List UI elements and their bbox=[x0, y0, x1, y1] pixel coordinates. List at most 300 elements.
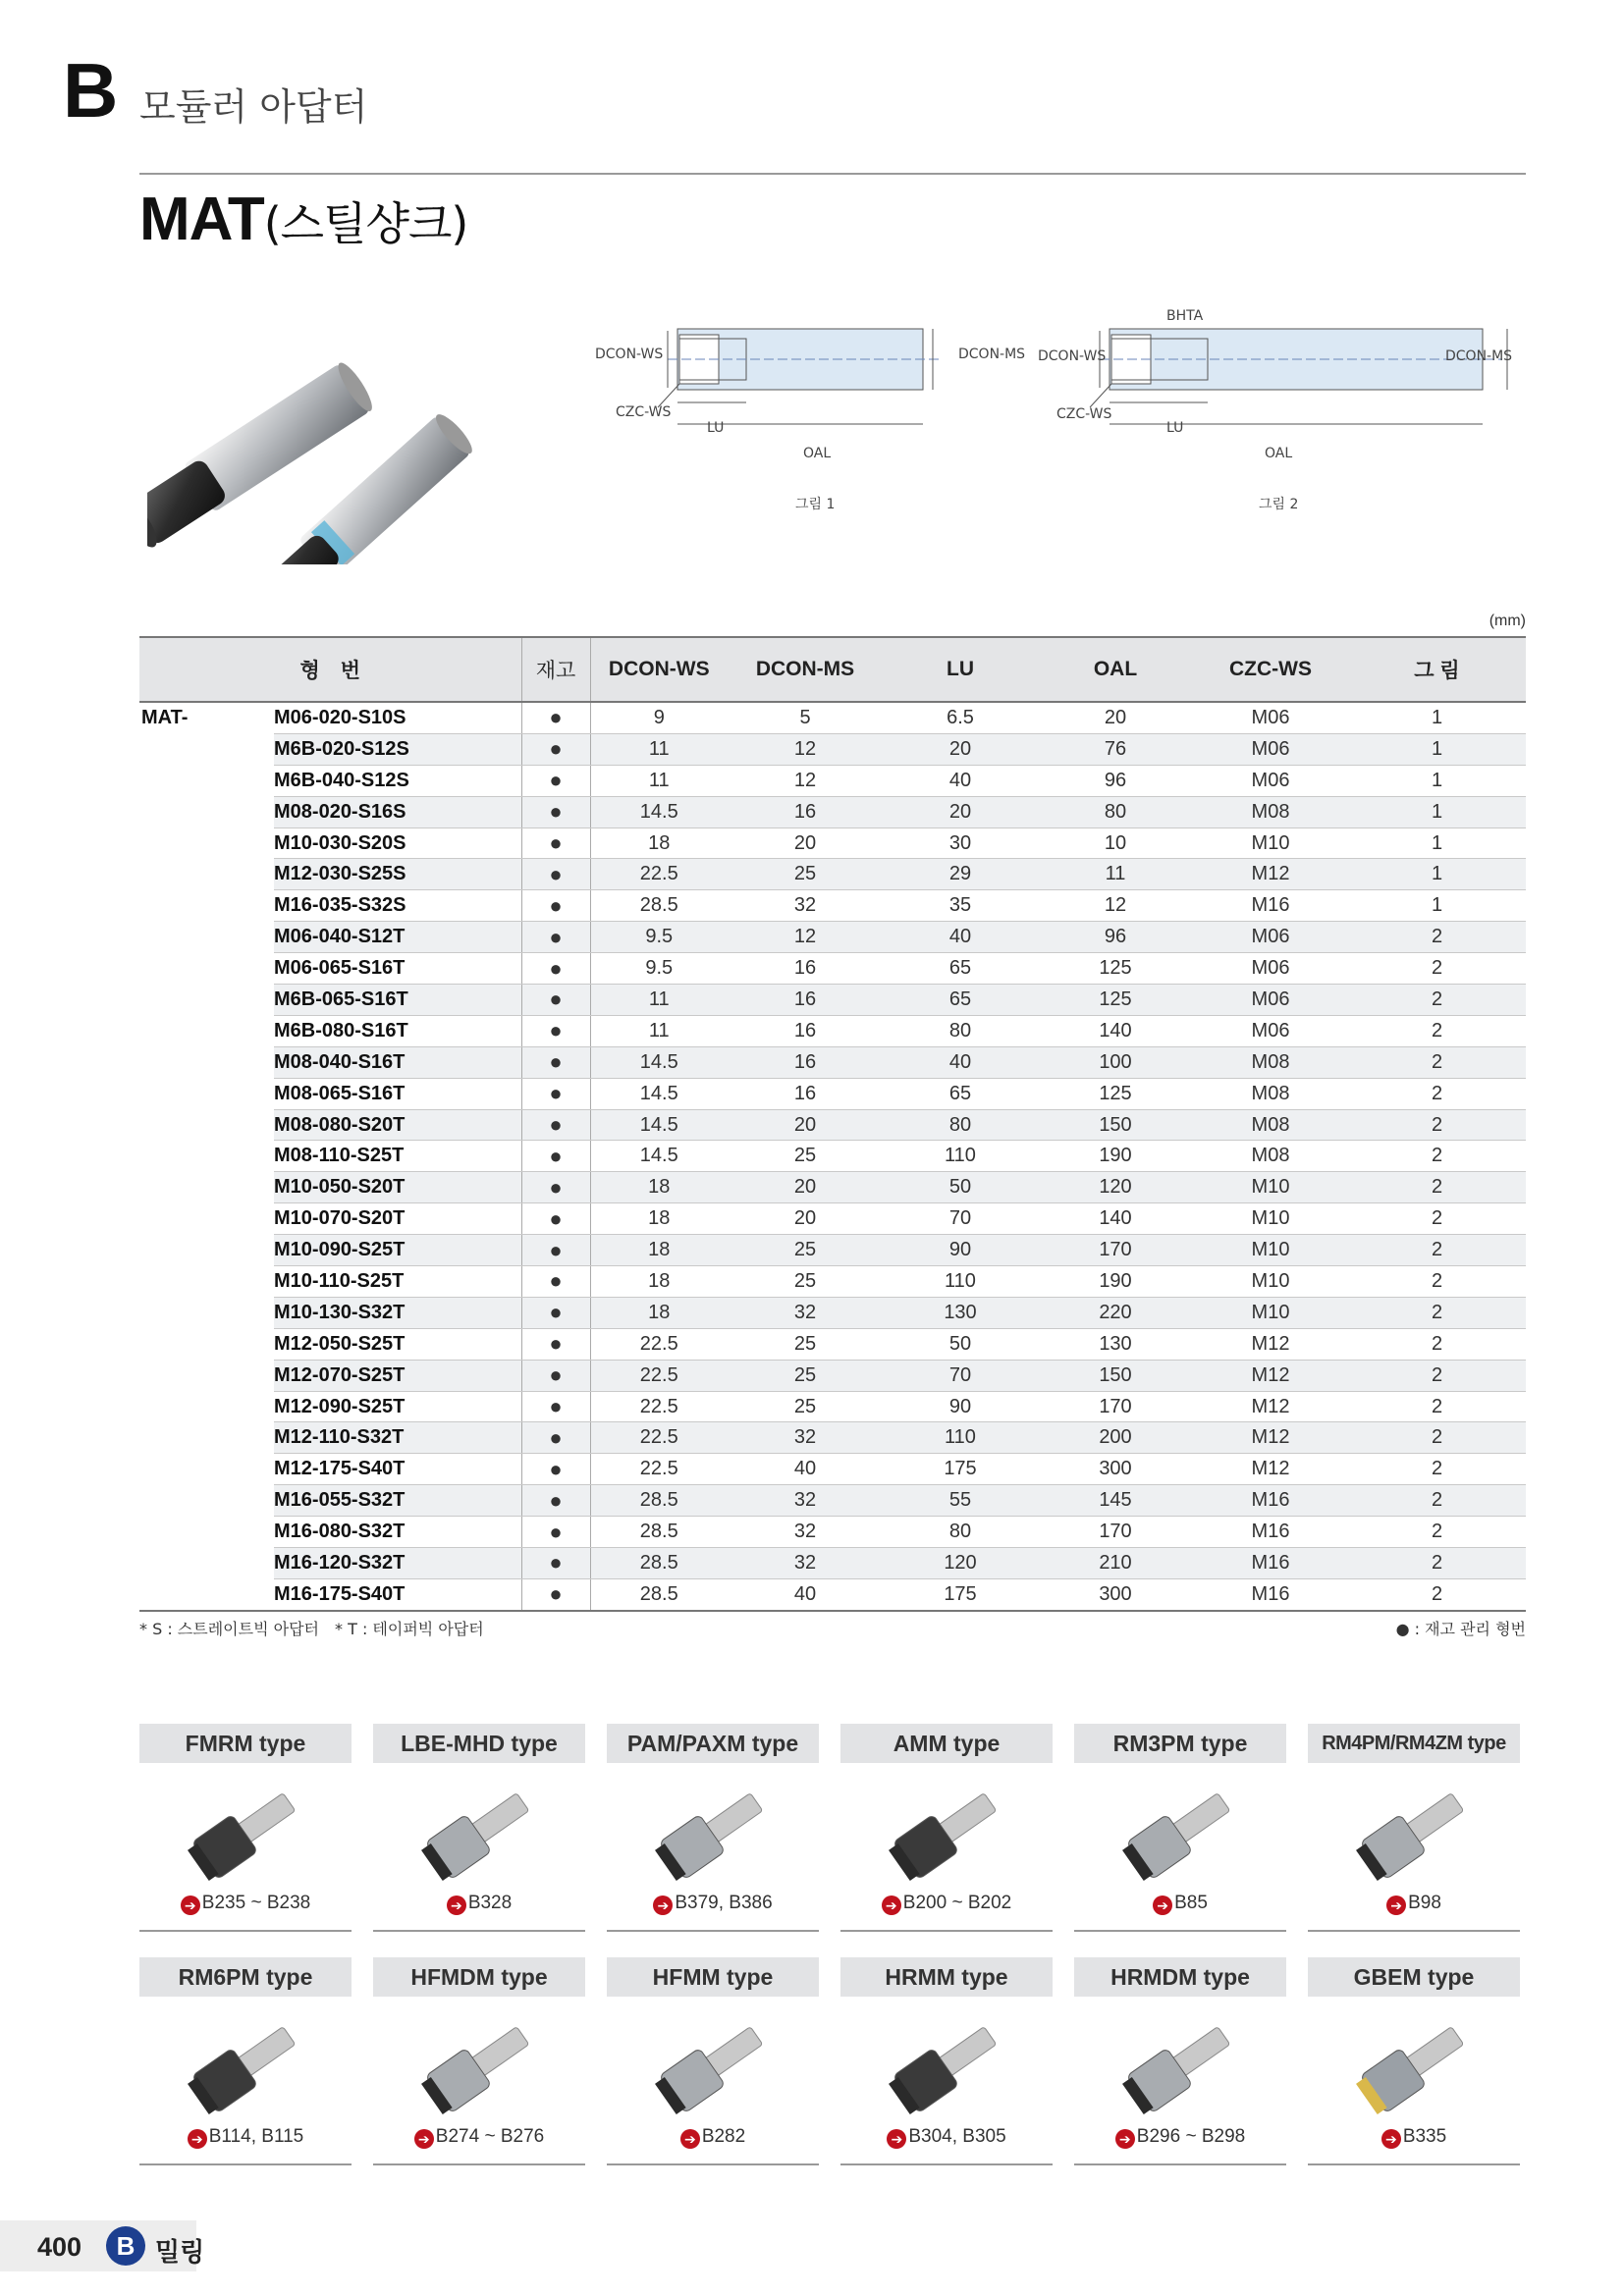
tool-type-card[interactable] bbox=[139, 1724, 352, 1932]
oal-cell: 170 bbox=[1038, 1391, 1193, 1422]
figure-cell: 2 bbox=[1348, 953, 1526, 985]
model-code: M12-110-S32T bbox=[274, 1422, 521, 1454]
page-title bbox=[139, 185, 467, 254]
oal-cell: 20 bbox=[1038, 702, 1193, 733]
title-main: MAT bbox=[139, 186, 264, 253]
czc-ws-cell: M10 bbox=[1193, 1172, 1348, 1203]
col-header-stock: 재고 bbox=[521, 637, 590, 702]
table-row bbox=[139, 702, 1526, 733]
lu-cell: 90 bbox=[883, 1235, 1038, 1266]
tool-image-icon bbox=[381, 1775, 577, 1883]
arrow-right-icon: ➔ bbox=[680, 2129, 700, 2149]
lu-cell: 80 bbox=[883, 1517, 1038, 1548]
fig1-label-oal: OAL bbox=[803, 446, 832, 461]
model-prefix bbox=[139, 953, 274, 985]
table-row bbox=[139, 1485, 1526, 1517]
fig2-label-oal: OAL bbox=[1265, 446, 1293, 461]
tool-image-icon bbox=[147, 2008, 344, 2116]
oal-cell: 140 bbox=[1038, 1015, 1193, 1046]
model-prefix bbox=[139, 733, 274, 765]
tool-type-card[interactable] bbox=[1074, 1957, 1286, 2165]
figure-cell: 2 bbox=[1348, 1578, 1526, 1610]
model-code: M6B-020-S12S bbox=[274, 733, 521, 765]
page-reference[interactable] bbox=[1074, 2126, 1286, 2149]
stock-indicator: ● bbox=[521, 1141, 590, 1172]
tool-type-name: GBEM type bbox=[1308, 1957, 1520, 1997]
lu-cell: 6.5 bbox=[883, 702, 1038, 733]
dcon-ms-cell: 40 bbox=[728, 1578, 883, 1610]
figure-cell: 2 bbox=[1348, 1328, 1526, 1360]
dcon-ms-cell: 32 bbox=[728, 1548, 883, 1579]
model-prefix: MAT- bbox=[141, 707, 189, 729]
lu-cell: 35 bbox=[883, 890, 1038, 922]
dcon-ms-cell: 25 bbox=[728, 1328, 883, 1360]
tool-type-name: LBE-MHD type bbox=[373, 1724, 585, 1763]
tool-type-name: HRMM type bbox=[840, 1957, 1053, 1997]
model-code: M12-070-S25T bbox=[274, 1360, 521, 1391]
dcon-ws-cell: 9.5 bbox=[590, 922, 728, 953]
section-letter: B bbox=[63, 47, 119, 133]
dcon-ws-cell: 22.5 bbox=[590, 1422, 728, 1454]
czc-ws-cell: M10 bbox=[1193, 1235, 1348, 1266]
tool-type-card[interactable] bbox=[139, 1957, 352, 2165]
tool-image-icon bbox=[1082, 1775, 1278, 1883]
page-reference-text: B296 ~ B298 bbox=[1136, 2126, 1246, 2147]
figure-cell: 2 bbox=[1348, 1266, 1526, 1298]
figure-cell: 1 bbox=[1348, 733, 1526, 765]
czc-ws-cell: M16 bbox=[1193, 1578, 1348, 1610]
fig1-label-czc-ws: CZC-WS bbox=[616, 404, 672, 420]
col-header-model: 형 번 bbox=[139, 637, 521, 702]
tool-type-card[interactable] bbox=[373, 1957, 585, 2165]
page-reference-text: B235 ~ B238 bbox=[201, 1893, 311, 1913]
model-code: M08-110-S25T bbox=[274, 1141, 521, 1172]
stock-legend: ● : 재고 관리 형번 bbox=[1395, 1620, 1526, 1638]
figure-cell: 2 bbox=[1348, 1203, 1526, 1235]
dcon-ms-cell: 20 bbox=[728, 1172, 883, 1203]
tool-type-card[interactable] bbox=[1308, 1724, 1520, 1932]
tool-type-name: FMRM type bbox=[139, 1724, 352, 1763]
dcon-ws-cell: 18 bbox=[590, 1203, 728, 1235]
stock-indicator: ● bbox=[521, 765, 590, 796]
dcon-ws-cell: 18 bbox=[590, 1266, 728, 1298]
section-badge: B bbox=[106, 2226, 145, 2266]
model-code: M08-020-S16S bbox=[274, 796, 521, 828]
stock-indicator: ● bbox=[521, 1391, 590, 1422]
figure-cell: 2 bbox=[1348, 1046, 1526, 1078]
page-reference-text: B328 bbox=[467, 1893, 513, 1913]
lu-cell: 110 bbox=[883, 1266, 1038, 1298]
czc-ws-cell: M12 bbox=[1193, 1422, 1348, 1454]
czc-ws-cell: M06 bbox=[1193, 985, 1348, 1016]
dcon-ms-cell: 12 bbox=[728, 922, 883, 953]
table-row bbox=[139, 1454, 1526, 1485]
model-prefix bbox=[139, 890, 274, 922]
col-header-lu: LU bbox=[883, 637, 1038, 702]
figure-cell: 1 bbox=[1348, 796, 1526, 828]
model-code: M6B-065-S16T bbox=[274, 985, 521, 1016]
page-reference[interactable] bbox=[607, 2126, 819, 2149]
oal-cell: 130 bbox=[1038, 1328, 1193, 1360]
footer-section-label: 밀링 bbox=[155, 2238, 205, 2268]
tool-type-name: AMM type bbox=[840, 1724, 1053, 1763]
figure-2-diagram bbox=[1031, 299, 1522, 466]
oal-cell: 125 bbox=[1038, 985, 1193, 1016]
arrow-right-icon: ➔ bbox=[181, 1896, 200, 1915]
czc-ws-cell: M06 bbox=[1193, 1015, 1348, 1046]
model-code: M10-130-S32T bbox=[274, 1297, 521, 1328]
figure-cell: 2 bbox=[1348, 1109, 1526, 1141]
dcon-ms-cell: 25 bbox=[728, 859, 883, 890]
dcon-ws-cell: 18 bbox=[590, 828, 728, 859]
tool-type-name: RM6PM type bbox=[139, 1957, 352, 1997]
table-row bbox=[139, 1141, 1526, 1172]
arrow-right-icon: ➔ bbox=[653, 1896, 673, 1915]
lu-cell: 65 bbox=[883, 953, 1038, 985]
model-prefix bbox=[139, 1485, 274, 1517]
table-row bbox=[139, 1422, 1526, 1454]
model-code: M12-030-S25S bbox=[274, 859, 521, 890]
tool-image-icon bbox=[1316, 1775, 1512, 1883]
tool-image-icon bbox=[147, 1775, 344, 1883]
model-code: M06-040-S12T bbox=[274, 922, 521, 953]
lu-cell: 90 bbox=[883, 1391, 1038, 1422]
table-row bbox=[139, 1517, 1526, 1548]
dcon-ws-cell: 28.5 bbox=[590, 1517, 728, 1548]
figure-cell: 2 bbox=[1348, 1454, 1526, 1485]
arrow-right-icon: ➔ bbox=[1381, 2129, 1401, 2149]
table-row bbox=[139, 1015, 1526, 1046]
stock-indicator: ● bbox=[521, 702, 590, 733]
page-reference[interactable] bbox=[607, 1893, 819, 1915]
unit-label: (mm) bbox=[1489, 613, 1526, 629]
tool-type-card[interactable] bbox=[1308, 1957, 1520, 2165]
czc-ws-cell: M10 bbox=[1193, 1297, 1348, 1328]
col-header-czc-ws: CZC-WS bbox=[1193, 637, 1348, 702]
col-header-oal: OAL bbox=[1038, 637, 1193, 702]
figure-cell: 2 bbox=[1348, 1485, 1526, 1517]
dcon-ws-cell: 28.5 bbox=[590, 1578, 728, 1610]
table-row bbox=[139, 922, 1526, 953]
tool-type-card[interactable] bbox=[607, 1957, 819, 2165]
model-prefix bbox=[139, 1109, 274, 1141]
czc-ws-cell: M12 bbox=[1193, 1391, 1348, 1422]
page-reference[interactable] bbox=[840, 2126, 1053, 2149]
oal-cell: 150 bbox=[1038, 1360, 1193, 1391]
dcon-ms-cell: 32 bbox=[728, 1485, 883, 1517]
stock-indicator: ● bbox=[521, 733, 590, 765]
title-sub: (스틸샹크) bbox=[263, 197, 468, 250]
page-reference-text: B200 ~ B202 bbox=[902, 1893, 1012, 1913]
tool-type-card[interactable] bbox=[840, 1957, 1053, 2165]
lu-cell: 65 bbox=[883, 1078, 1038, 1109]
dcon-ws-cell: 18 bbox=[590, 1235, 728, 1266]
table-row bbox=[139, 890, 1526, 922]
dcon-ms-cell: 25 bbox=[728, 1266, 883, 1298]
page-reference[interactable] bbox=[139, 2126, 352, 2149]
model-code: M6B-080-S16T bbox=[274, 1015, 521, 1046]
stock-indicator: ● bbox=[521, 1485, 590, 1517]
page-reference[interactable] bbox=[840, 1893, 1053, 1915]
oal-cell: 12 bbox=[1038, 890, 1193, 922]
dcon-ms-cell: 25 bbox=[728, 1235, 883, 1266]
czc-ws-cell: M08 bbox=[1193, 1109, 1348, 1141]
czc-ws-cell: M08 bbox=[1193, 1078, 1348, 1109]
czc-ws-cell: M16 bbox=[1193, 1548, 1348, 1579]
dcon-ws-cell: 11 bbox=[590, 1015, 728, 1046]
lu-cell: 175 bbox=[883, 1578, 1038, 1610]
dcon-ws-cell: 14.5 bbox=[590, 1078, 728, 1109]
oal-cell: 170 bbox=[1038, 1235, 1193, 1266]
dcon-ws-cell: 22.5 bbox=[590, 1391, 728, 1422]
oal-cell: 170 bbox=[1038, 1517, 1193, 1548]
dcon-ws-cell: 28.5 bbox=[590, 1548, 728, 1579]
dcon-ms-cell: 25 bbox=[728, 1360, 883, 1391]
oal-cell: 220 bbox=[1038, 1297, 1193, 1328]
stock-indicator: ● bbox=[521, 1266, 590, 1298]
figure-cell: 2 bbox=[1348, 1391, 1526, 1422]
stock-indicator: ● bbox=[521, 1172, 590, 1203]
dcon-ws-cell: 22.5 bbox=[590, 859, 728, 890]
fig2-label-lu: LU bbox=[1166, 420, 1184, 436]
model-code: M10-070-S20T bbox=[274, 1203, 521, 1235]
stock-indicator: ● bbox=[521, 1454, 590, 1485]
stock-indicator: ● bbox=[521, 1360, 590, 1391]
model-prefix bbox=[139, 1328, 274, 1360]
model-code: M10-110-S25T bbox=[274, 1266, 521, 1298]
footnote-legend: * S : 스트레이트빅 아답터 * T : 테이퍼빅 아답터 bbox=[139, 1620, 484, 1638]
fig2-label-dcon-ws: DCON-WS bbox=[1038, 348, 1107, 364]
dcon-ws-cell: 22.5 bbox=[590, 1454, 728, 1485]
stock-indicator: ● bbox=[521, 1203, 590, 1235]
dcon-ms-cell: 32 bbox=[728, 1517, 883, 1548]
lu-cell: 80 bbox=[883, 1015, 1038, 1046]
lu-cell: 29 bbox=[883, 859, 1038, 890]
dcon-ms-cell: 5 bbox=[728, 702, 883, 733]
tool-type-name: PAM/PAXM type bbox=[607, 1724, 819, 1763]
figure-1-caption: 그림 1 bbox=[795, 497, 836, 512]
lu-cell: 50 bbox=[883, 1328, 1038, 1360]
dcon-ws-cell: 22.5 bbox=[590, 1328, 728, 1360]
dcon-ms-cell: 32 bbox=[728, 1297, 883, 1328]
model-code: M08-040-S16T bbox=[274, 1046, 521, 1078]
czc-ws-cell: M12 bbox=[1193, 1454, 1348, 1485]
arrow-right-icon: ➔ bbox=[887, 2129, 906, 2149]
czc-ws-cell: M06 bbox=[1193, 765, 1348, 796]
czc-ws-cell: M16 bbox=[1193, 1517, 1348, 1548]
fig2-label-dcon-ms: DCON-MS bbox=[1445, 348, 1513, 364]
table-row bbox=[139, 1328, 1526, 1360]
czc-ws-cell: M16 bbox=[1193, 890, 1348, 922]
dcon-ms-cell: 32 bbox=[728, 1422, 883, 1454]
table-row bbox=[139, 1360, 1526, 1391]
tool-type-name: HFMM type bbox=[607, 1957, 819, 1997]
oal-cell: 190 bbox=[1038, 1141, 1193, 1172]
page-reference-text: B114, B115 bbox=[208, 2126, 304, 2147]
table-row bbox=[139, 1172, 1526, 1203]
dcon-ms-cell: 20 bbox=[728, 1109, 883, 1141]
oal-cell: 300 bbox=[1038, 1578, 1193, 1610]
lu-cell: 65 bbox=[883, 985, 1038, 1016]
figure-cell: 1 bbox=[1348, 702, 1526, 733]
model-prefix bbox=[139, 859, 274, 890]
dcon-ws-cell: 9 bbox=[590, 702, 728, 733]
table-row bbox=[139, 828, 1526, 859]
lu-cell: 110 bbox=[883, 1422, 1038, 1454]
tool-image-icon bbox=[1316, 2008, 1512, 2116]
model-code: M16-035-S32S bbox=[274, 890, 521, 922]
model-code: M10-090-S25T bbox=[274, 1235, 521, 1266]
oal-cell: 200 bbox=[1038, 1422, 1193, 1454]
tool-type-name: HRMDM type bbox=[1074, 1957, 1286, 1997]
page-reference[interactable] bbox=[373, 1893, 585, 1915]
model-code: M10-050-S20T bbox=[274, 1172, 521, 1203]
table-row bbox=[139, 1266, 1526, 1298]
page-reference-text: B282 bbox=[701, 2126, 746, 2147]
oal-cell: 210 bbox=[1038, 1548, 1193, 1579]
stock-indicator: ● bbox=[521, 1517, 590, 1548]
model-code: M06-065-S16T bbox=[274, 953, 521, 985]
tool-image-icon bbox=[1082, 2008, 1278, 2116]
czc-ws-cell: M08 bbox=[1193, 796, 1348, 828]
arrow-right-icon: ➔ bbox=[188, 2129, 207, 2149]
model-code: M6B-040-S12S bbox=[274, 765, 521, 796]
page-reference[interactable] bbox=[1074, 1893, 1286, 1915]
table-row bbox=[139, 1046, 1526, 1078]
stock-indicator: ● bbox=[521, 1422, 590, 1454]
oal-cell: 96 bbox=[1038, 765, 1193, 796]
table-header-row bbox=[139, 637, 1526, 702]
col-header-dcon-ms: DCON-MS bbox=[728, 637, 883, 702]
model-prefix bbox=[139, 1141, 274, 1172]
model-prefix bbox=[139, 1578, 274, 1610]
lu-cell: 40 bbox=[883, 1046, 1038, 1078]
dcon-ws-cell: 11 bbox=[590, 765, 728, 796]
model-prefix bbox=[139, 765, 274, 796]
tool-type-card[interactable] bbox=[373, 1724, 585, 1932]
czc-ws-cell: M06 bbox=[1193, 922, 1348, 953]
table-row bbox=[139, 1297, 1526, 1328]
spec-table bbox=[139, 636, 1526, 1612]
model-prefix bbox=[139, 1015, 274, 1046]
oal-cell: 125 bbox=[1038, 953, 1193, 985]
model-prefix bbox=[139, 1548, 274, 1579]
stock-indicator: ● bbox=[521, 1548, 590, 1579]
page-reference-text: B274 ~ B276 bbox=[435, 2126, 545, 2147]
dcon-ms-cell: 16 bbox=[728, 1046, 883, 1078]
oal-cell: 76 bbox=[1038, 733, 1193, 765]
figure-1-diagram bbox=[589, 299, 1031, 466]
stock-indicator: ● bbox=[521, 1328, 590, 1360]
arrow-right-icon: ➔ bbox=[1115, 2129, 1135, 2149]
page-reference[interactable] bbox=[373, 2126, 585, 2149]
tool-type-card[interactable] bbox=[607, 1724, 819, 1932]
model-prefix bbox=[139, 985, 274, 1016]
czc-ws-cell: M10 bbox=[1193, 1203, 1348, 1235]
oal-cell: 190 bbox=[1038, 1266, 1193, 1298]
czc-ws-cell: M08 bbox=[1193, 1046, 1348, 1078]
page-reference[interactable] bbox=[1308, 1893, 1520, 1915]
stock-indicator: ● bbox=[521, 953, 590, 985]
page-reference[interactable] bbox=[1308, 2126, 1520, 2149]
col-header-dcon-ws: DCON-WS bbox=[590, 637, 728, 702]
dcon-ms-cell: 16 bbox=[728, 985, 883, 1016]
oal-cell: 80 bbox=[1038, 796, 1193, 828]
model-prefix bbox=[139, 828, 274, 859]
page-number: 400 bbox=[37, 2232, 82, 2262]
figure-cell: 2 bbox=[1348, 1078, 1526, 1109]
czc-ws-cell: M12 bbox=[1193, 1360, 1348, 1391]
dcon-ms-cell: 20 bbox=[728, 1203, 883, 1235]
figure-cell: 2 bbox=[1348, 1235, 1526, 1266]
stock-indicator: ● bbox=[521, 890, 590, 922]
dcon-ws-cell: 18 bbox=[590, 1297, 728, 1328]
page-reference-text: B85 bbox=[1174, 1893, 1208, 1913]
page-reference[interactable] bbox=[139, 1893, 352, 1915]
tool-image-icon bbox=[381, 2008, 577, 2116]
model-code: M16-120-S32T bbox=[274, 1548, 521, 1579]
stock-indicator: ● bbox=[521, 1578, 590, 1610]
arrow-right-icon: ➔ bbox=[882, 1896, 901, 1915]
model-prefix bbox=[139, 922, 274, 953]
stock-indicator: ● bbox=[521, 1046, 590, 1078]
model-prefix bbox=[139, 1297, 274, 1328]
czc-ws-cell: M10 bbox=[1193, 828, 1348, 859]
oal-cell: 145 bbox=[1038, 1485, 1193, 1517]
oal-cell: 10 bbox=[1038, 828, 1193, 859]
table-row bbox=[139, 1235, 1526, 1266]
figure-cell: 1 bbox=[1348, 890, 1526, 922]
fig1-label-dcon-ms: DCON-MS bbox=[958, 347, 1026, 362]
tool-type-name: HFMDM type bbox=[373, 1957, 585, 1997]
model-prefix bbox=[139, 1422, 274, 1454]
lu-cell: 110 bbox=[883, 1141, 1038, 1172]
oal-cell: 300 bbox=[1038, 1454, 1193, 1485]
dcon-ws-cell: 28.5 bbox=[590, 1485, 728, 1517]
lu-cell: 130 bbox=[883, 1297, 1038, 1328]
table-row bbox=[139, 765, 1526, 796]
dcon-ws-cell: 9.5 bbox=[590, 953, 728, 985]
figure-cell: 2 bbox=[1348, 922, 1526, 953]
figure-cell: 1 bbox=[1348, 828, 1526, 859]
dcon-ms-cell: 16 bbox=[728, 953, 883, 985]
lu-cell: 120 bbox=[883, 1548, 1038, 1579]
czc-ws-cell: M16 bbox=[1193, 1485, 1348, 1517]
czc-ws-cell: M08 bbox=[1193, 1141, 1348, 1172]
fig1-label-dcon-ws: DCON-WS bbox=[595, 347, 664, 362]
page-reference-text: B304, B305 bbox=[908, 2126, 1006, 2147]
tool-image-icon bbox=[615, 1775, 811, 1883]
model-code: M12-050-S25T bbox=[274, 1328, 521, 1360]
dcon-ws-cell: 14.5 bbox=[590, 796, 728, 828]
stock-indicator: ● bbox=[521, 1297, 590, 1328]
model-code: M06-020-S10S bbox=[274, 702, 521, 733]
figure-2-caption: 그림 2 bbox=[1259, 497, 1299, 512]
figure-cell: 1 bbox=[1348, 859, 1526, 890]
dcon-ms-cell: 25 bbox=[728, 1141, 883, 1172]
lu-cell: 40 bbox=[883, 765, 1038, 796]
tool-type-card[interactable] bbox=[840, 1724, 1053, 1932]
model-prefix bbox=[139, 1203, 274, 1235]
page-reference-text: B335 bbox=[1402, 2126, 1447, 2147]
tool-image-icon bbox=[848, 2008, 1045, 2116]
tool-type-card[interactable] bbox=[1074, 1724, 1286, 1932]
arrow-right-icon: ➔ bbox=[1153, 1896, 1172, 1915]
figure-cell: 2 bbox=[1348, 1172, 1526, 1203]
col-header-figure: 그 림 bbox=[1348, 637, 1526, 702]
dcon-ws-cell: 11 bbox=[590, 985, 728, 1016]
czc-ws-cell: M12 bbox=[1193, 1328, 1348, 1360]
